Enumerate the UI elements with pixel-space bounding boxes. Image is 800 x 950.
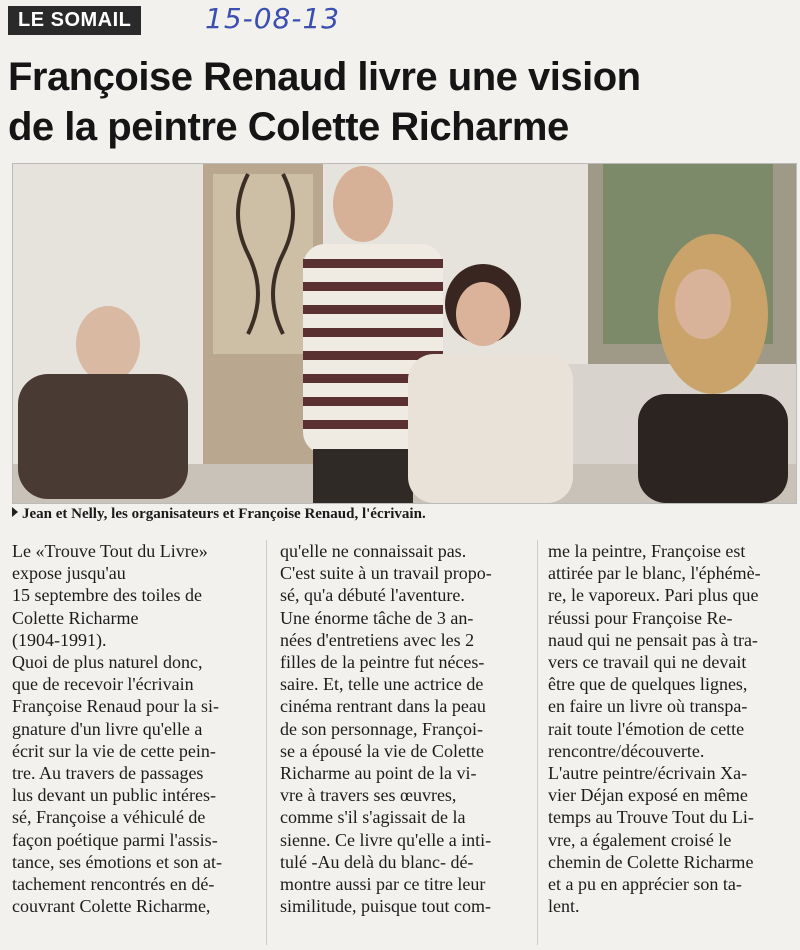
column-line: être que de quelques lignes, — [548, 674, 748, 695]
column-line: Quoi de plus naturel donc, — [12, 652, 203, 673]
column-line: nées d'entretiens avec les 2 — [280, 629, 475, 650]
column-line: saire. Et, telle une actrice de — [280, 674, 484, 695]
column-line: tulé -Au delà du blanc- dé- — [280, 851, 474, 872]
column-line: et a pu en apprécier son ta- — [548, 874, 742, 895]
column-line: de son personnage, Françoi- — [280, 718, 483, 739]
article-column-2 — [280, 540, 526, 917]
caption-arrow-icon — [12, 507, 18, 517]
column-line: écrit sur la vie de cette pein- — [12, 740, 216, 761]
column-line: en faire un livre où transpa- — [548, 696, 748, 717]
column-line: expose jusqu'au — [12, 563, 126, 584]
column-line: tre. Au travers de passages — [12, 763, 204, 784]
handwritten-date-stamp: 15-08-13 — [205, 2, 341, 35]
section-tag: LE SOMAIL — [8, 6, 141, 35]
column-line: comme s'il s'agissait de la — [280, 807, 466, 828]
column-line: re, le vaporeux. Pari plus que — [548, 585, 759, 606]
column-divider — [537, 540, 538, 945]
column-line: L'autre peintre/écrivain Xa- — [548, 763, 748, 784]
photo-caption — [12, 506, 792, 523]
column-line: vre, a également croisé le — [548, 829, 732, 850]
column-line: montre aussi par ce titre leur — [280, 874, 486, 895]
column-line: tachement rencontrés en dé- — [12, 874, 215, 895]
article-column-1 — [12, 540, 255, 917]
column-line: gnature d'un livre qu'elle a — [12, 718, 203, 739]
article-headline — [8, 52, 788, 152]
column-line: sienne. Ce livre qu'elle a inti- — [280, 829, 492, 850]
caption-text: Jean et Nelly, les organisateurs et Françoise Renaud, l'écrivain. — [22, 506, 426, 522]
column-line: que de recevoir l'écrivain — [12, 674, 194, 695]
column-divider — [266, 540, 267, 945]
column-line: temps au Trouve Tout du Li- — [548, 807, 754, 828]
photo-illustration — [13, 164, 796, 503]
column-line: lent. — [548, 896, 580, 917]
column-line: rait toute l'émotion de cette — [548, 718, 745, 739]
column-line: naud qui ne pensait pas à tra- — [548, 629, 758, 650]
column-line: chemin de Colette Richarme — [548, 851, 754, 872]
column-line: Françoise Renaud pour la si- — [12, 696, 219, 717]
headline-line-2: de la peintre Colette Richarme — [8, 105, 569, 149]
column-line: tance, ses émotions et son at- — [12, 851, 222, 872]
column-line: me la peintre, Françoise est — [548, 541, 746, 561]
column-line: filles de la peintre fut néces- — [280, 652, 485, 673]
column-line: vier Déjan exposé en même — [548, 785, 748, 806]
column-line: lus devant un public intéres- — [12, 785, 216, 806]
column-line: réussi pour Françoise Re- — [548, 607, 733, 628]
column-line: cinéma rentrant dans la peau — [280, 696, 486, 717]
article-photo — [12, 163, 797, 504]
column-line: attirée par le blanc, l'éphémè- — [548, 563, 761, 584]
column-line: similitude, puisque tout com- — [280, 896, 491, 917]
column-line: couvrant Colette Richarme, — [12, 896, 211, 917]
column-line: 15 septembre des toiles de — [12, 585, 202, 606]
column-line: sé, Françoise a véhiculé de — [12, 807, 206, 828]
column-line: C'est suite à un travail propo- — [280, 563, 492, 584]
column-line: sé, qu'a débuté l'aventure. — [280, 585, 465, 606]
column-line: (1904-1991). — [12, 629, 107, 650]
column-line: se a épousé la vie de Colette — [280, 740, 484, 761]
column-line: Richarme au point de la vi- — [280, 763, 477, 784]
column-line: Colette Richarme — [12, 607, 139, 628]
column-line: façon poétique parmi l'assis- — [12, 829, 218, 850]
column-line: Une énorme tâche de 3 an- — [280, 607, 474, 628]
column-line: qu'elle ne connaissait pas. — [280, 541, 467, 561]
column-line: Le «Trouve Tout du Livre» — [12, 541, 208, 561]
column-line: vers ce travail qui ne devait — [548, 652, 747, 673]
article-column-3 — [548, 540, 795, 917]
headline-line-1: Françoise Renaud livre une vision — [8, 55, 641, 99]
column-line: vre à travers ses œuvres, — [280, 785, 457, 806]
column-line: rencontre/découverte. — [548, 740, 705, 761]
